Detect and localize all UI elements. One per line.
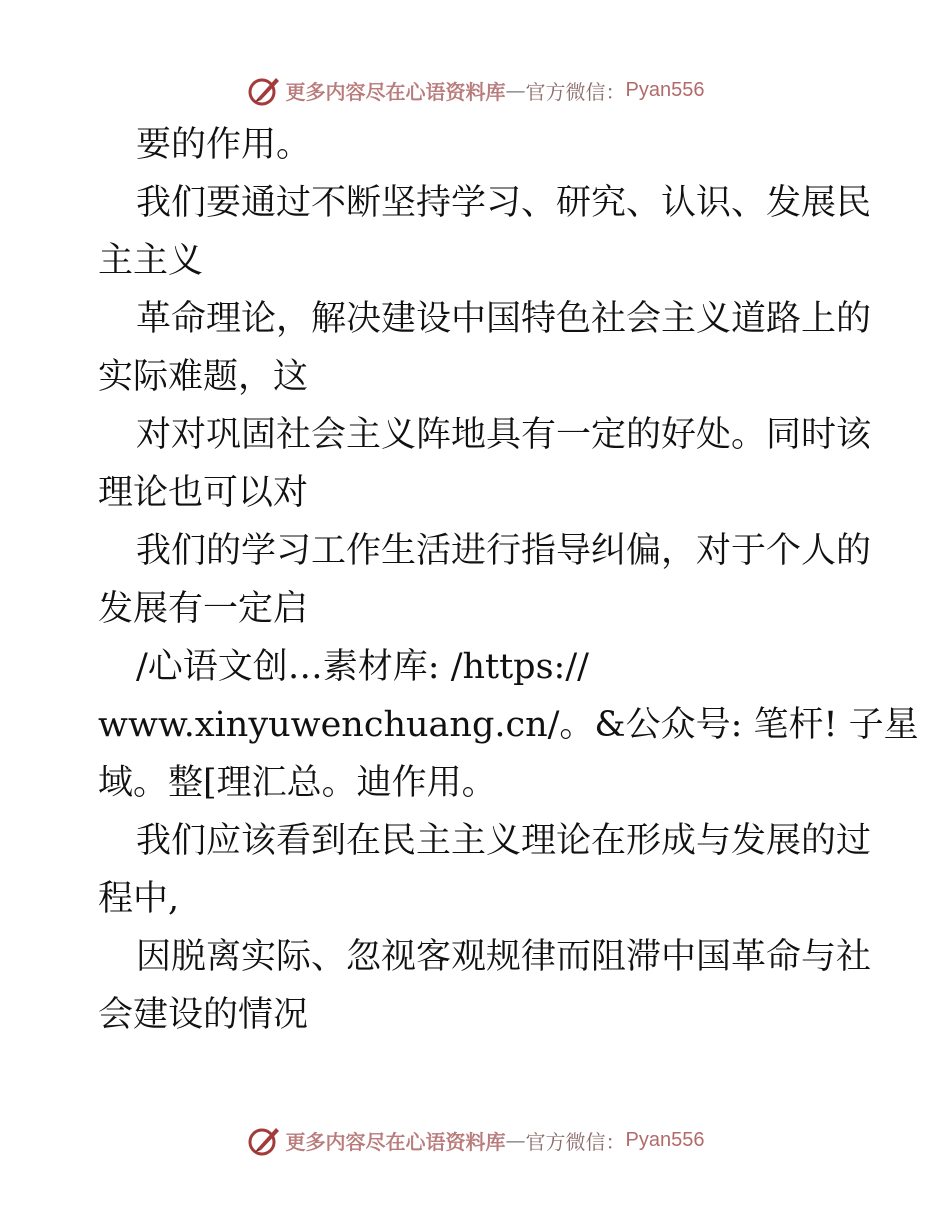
watermark-wechat-id: Pyan556 bbox=[625, 78, 705, 101]
watermark-main-text: 更多内容尽在心语资料库 bbox=[285, 1129, 506, 1154]
text-line: 要的作用。 bbox=[136, 125, 312, 165]
quill-logo-icon bbox=[246, 72, 282, 108]
text-line: 革命理论，解决建设中国特色社会主义道路上的 bbox=[136, 299, 872, 339]
text-line: 域。整[理汇总。迪作用。 bbox=[98, 763, 497, 803]
text-line: www.xinyuwenchuang.cn/。&公众号: 笔杆! 子星 bbox=[98, 705, 919, 745]
footer-watermark bbox=[0, 1120, 950, 1160]
text-line: /心语文创…素材库: /https:// bbox=[136, 647, 589, 687]
text-line: 实际难题，这 bbox=[98, 357, 309, 397]
watermark-main-text: 更多内容尽在心语资料库 bbox=[285, 79, 506, 104]
watermark-dash: — bbox=[505, 78, 526, 102]
text-line: 我们的学习工作生活进行指导纠偏，对于个人的 bbox=[136, 531, 872, 571]
watermark-label: 官方微信： bbox=[525, 1129, 626, 1154]
text-line: 因脱离实际、忽视客观规律而阻滞中国革命与社 bbox=[136, 937, 872, 977]
text-line: 程中, bbox=[98, 879, 180, 919]
text-line: 主主义 bbox=[98, 241, 204, 281]
quill-logo-icon bbox=[246, 1122, 282, 1158]
watermark-wechat-id: Pyan556 bbox=[625, 1128, 705, 1151]
watermark-dash: — bbox=[505, 1128, 526, 1152]
text-line: 理论也可以对 bbox=[98, 473, 309, 513]
text-line: 发展有一定启 bbox=[98, 589, 309, 629]
watermark-label: 官方微信： bbox=[525, 79, 626, 104]
text-line: 我们要通过不断坚持学习、研究、认识、发展民 bbox=[136, 183, 872, 223]
text-line: 会建设的情况 bbox=[98, 995, 309, 1035]
text-line: 我们应该看到在民主主义理论在形成与发展的过 bbox=[136, 821, 872, 861]
header-watermark bbox=[0, 70, 950, 110]
text-line: 对对巩固社会主义阵地具有一定的好处。同时该 bbox=[136, 415, 872, 455]
document-body bbox=[98, 116, 919, 1044]
